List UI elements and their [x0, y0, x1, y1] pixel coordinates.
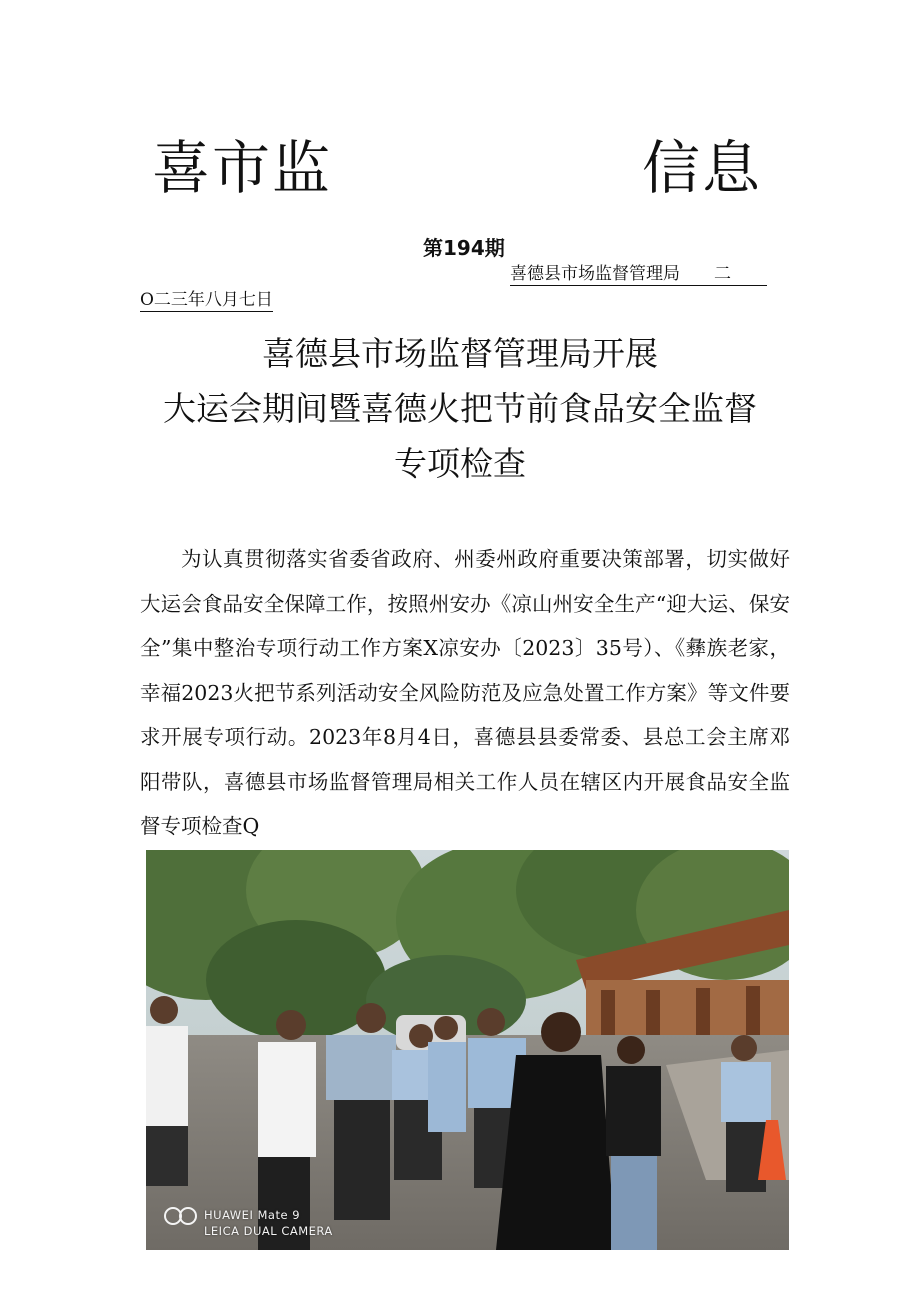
- watermark-lens: LEICA DUAL CAMERA: [204, 1224, 333, 1238]
- publisher-line: 喜德县市场监督管理局 二: [510, 259, 767, 286]
- publish-date: O二三年八月七日: [140, 285, 273, 312]
- masthead-title-right: 信息: [642, 134, 763, 202]
- body-paragraph: 为认真贯彻落实省委省政府、州委州政府重要决策部署，切实做好大运会食品安全保障工作，按照州安办《凉山州安全生产“迎大运、保安全”集中整治专项行动工作方案X凉安办〔2023〕35号）、《彝族老家，幸福2023火把节系列活动安全风险防范及应急处置工作方案》等文件要求开展专项行动。2023年8月4日，喜德县县委常委、县总工会主席邓阳带队，喜德县市场监督管理局相关工作人员在辖区内开展食品安全监督专项检查Q: [140, 547, 790, 838]
- headline-line-3: 专项检查: [394, 444, 526, 483]
- masthead-title-left: 喜市监: [152, 134, 333, 202]
- article-headline: [0, 326, 920, 491]
- photo-scene: [146, 850, 789, 1250]
- camera-lens-icon: [164, 1205, 198, 1225]
- issue-number: 第194期: [423, 236, 505, 260]
- headline-line-1: 喜德县市场监督管理局开展: [262, 334, 658, 373]
- inspection-photo: [146, 850, 789, 1250]
- watermark-model: HUAWEI Mate 9: [204, 1207, 301, 1222]
- article-body: [140, 537, 790, 849]
- camera-watermark: [164, 1205, 333, 1238]
- headline-line-2: 大运会期间暨喜德火把节前食品安全监督: [163, 389, 757, 428]
